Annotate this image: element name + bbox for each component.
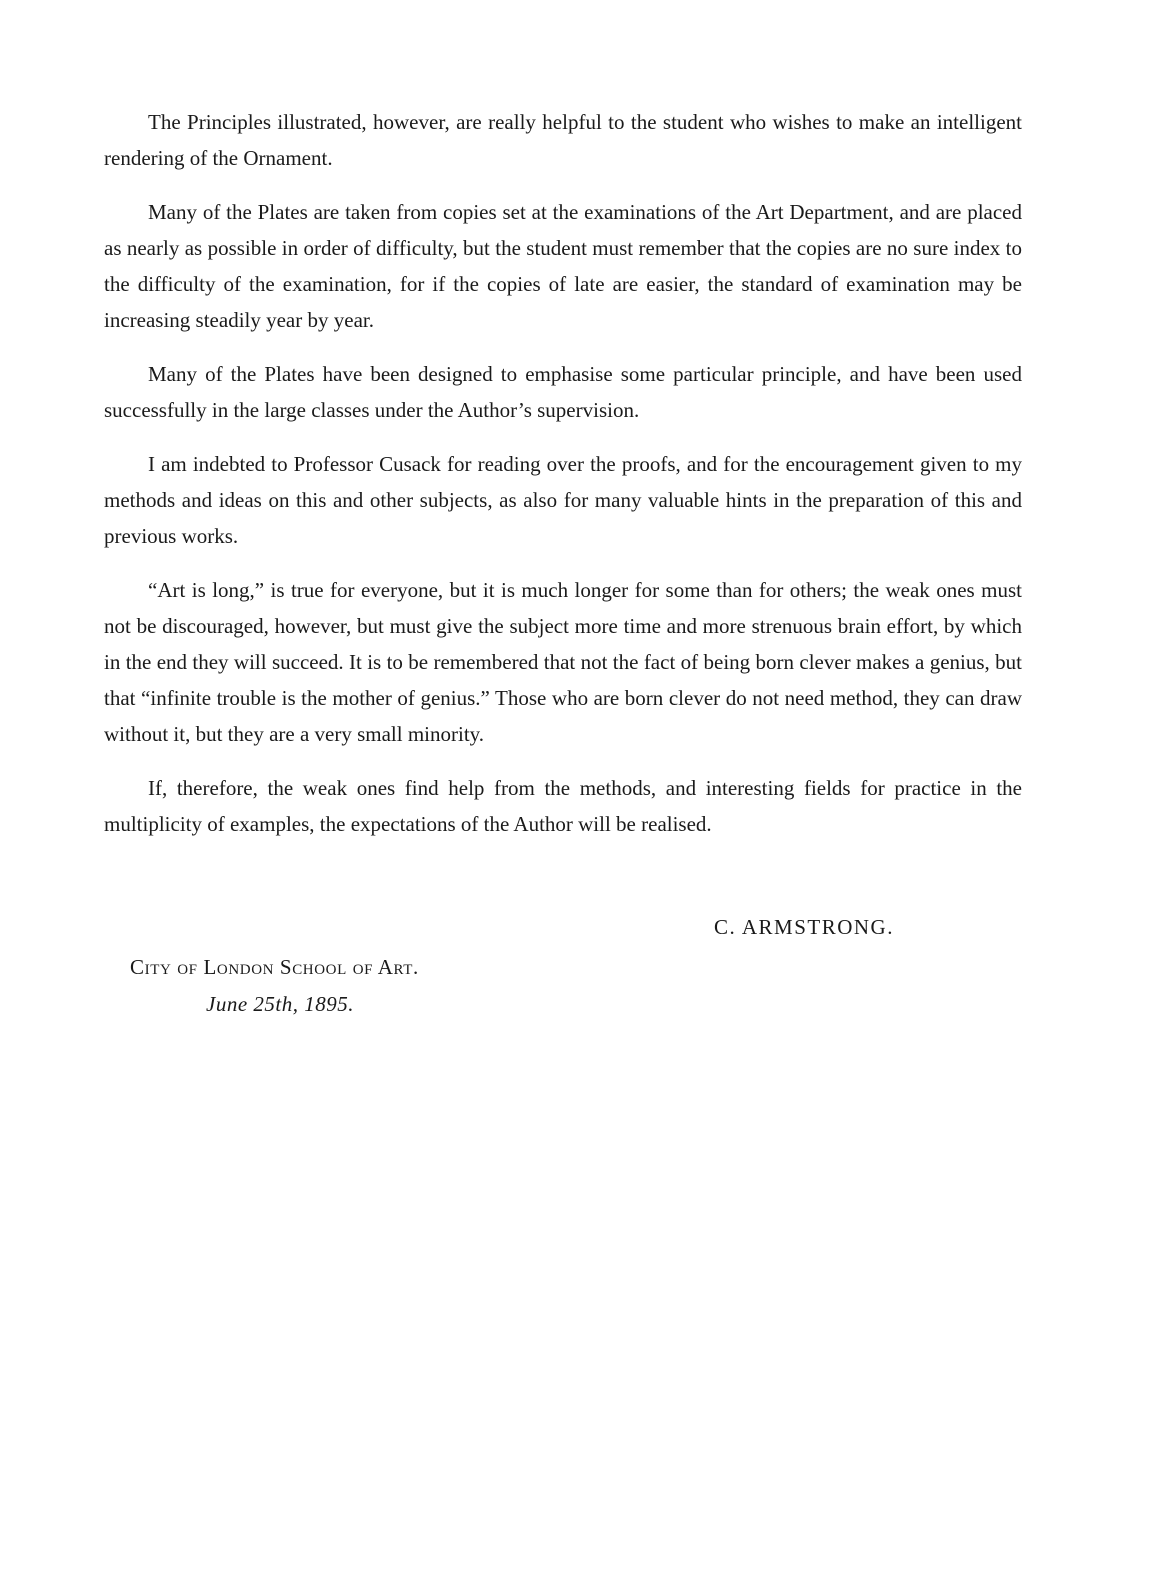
paragraph-plates-examinations: Many of the Plates are taken from copies set at the examinations of the Art Department, and are placed as nearly as possible in order of difficulty, but the student must remember that the copies are no sure index to the difficulty of the examination, for if the copies of late are easier, the standard of examination may be increasing steadily year by year. — [104, 200, 1022, 332]
paragraph-principles: The Principles illustrated, however, are really helpful to the student who wishes to make an intelligent rendering of the Ornament. — [104, 110, 1022, 170]
paragraph-conclusion: If, therefore, the weak ones find help from the methods, and interesting fields for practice in the multiplicity of examples, the expectations of the Author will be realised. — [104, 776, 1022, 836]
author-signature: C. ARMSTRONG. — [714, 915, 894, 939]
body-text — [104, 104, 1022, 860]
paragraph-plates-designed: Many of the Plates have been designed to emphasise some particular principle, and have been used successfully in the large classes under the Author’s supervision. — [104, 362, 1022, 422]
paragraph-art-is-long: “Art is long,” is true for everyone, but it is much longer for some than for others; the weak ones must not be discouraged, however, but must give the subject more time and more strenuous brain effort, by which in the end they will succeed. It is to be remembered that not the fact of being born clever makes a genius, but that “infinite trouble is the mother of genius.” Those who are born clever do not need method, they can draw without it, but they are a very small minority. — [104, 578, 1022, 746]
date-line: June 25th, 1895. — [206, 992, 354, 1016]
place-line: City of London School of Art. — [130, 955, 419, 979]
paragraph-acknowledgement: I am indebted to Professor Cusack for reading over the proofs, and for the encouragement given to my methods and ideas on this and other subjects, as also for many valuable hints in the preparation of this and previous works. — [104, 452, 1022, 548]
